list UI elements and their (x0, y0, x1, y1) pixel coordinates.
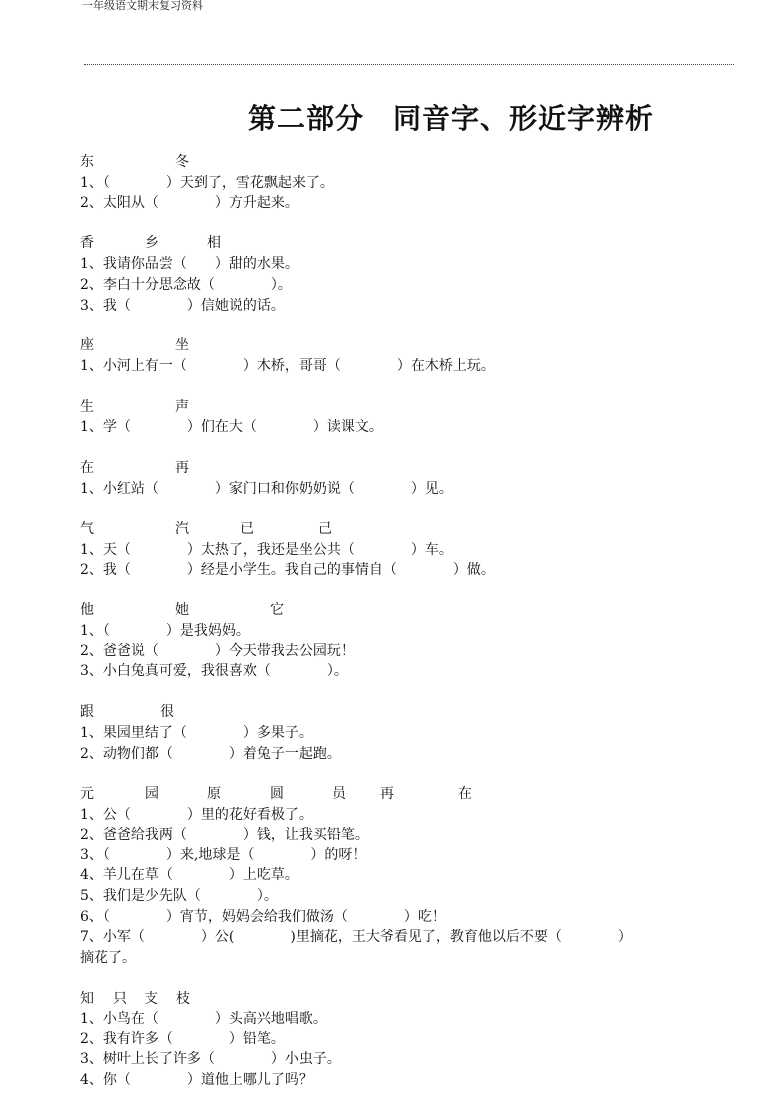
header-divider (84, 64, 734, 65)
text-line: 己 (318, 521, 332, 537)
page-title: 第二部分 同音字、形近字辨析 (248, 102, 655, 135)
text-line: 圆 (270, 786, 284, 802)
text-line: 4、你（ ）道他上哪儿了吗？ (80, 1072, 313, 1088)
text-line: 东 (80, 154, 94, 170)
text-line: 1、天（ ）太热了，我还是坐公共（ ）车。 (80, 542, 453, 558)
text-line: 香 (80, 235, 94, 251)
text-line: 支 (144, 991, 158, 1007)
text-line: 2、爸爸给我两（ ）钱，让我买铅笔。 (80, 827, 369, 843)
text-line: 1、（ ）是我妈妈。 (80, 623, 250, 639)
text-line: 知 (80, 991, 94, 1007)
text-line: 原 (207, 786, 221, 802)
text-line: 生 (80, 399, 94, 415)
text-line: 汽 (175, 521, 189, 537)
text-line: 3、我（ ）信她说的话。 (80, 298, 285, 314)
text-line: 2、我有许多（ ）铅笔。 (80, 1031, 285, 1047)
text-line: 园 (145, 786, 159, 802)
text-line: 他 (80, 602, 94, 618)
text-line: 它 (270, 602, 284, 618)
text-line: 再 (175, 460, 189, 476)
text-line: 元 (80, 786, 94, 802)
text-line: 在 (458, 786, 472, 802)
text-line: 已 (240, 521, 254, 537)
text-line: 1、小河上有一（ ）木桥，哥哥（ ）在木桥上玩。 (80, 358, 495, 374)
text-line: 枝 (176, 991, 190, 1007)
text-line: 乡 (145, 235, 159, 251)
text-line: 7、小军（ ）公( )里摘花，王大爷看见了，教育他以后不要（ ） (80, 929, 632, 945)
text-line: 跟 (80, 704, 94, 720)
header-note: 一年级语文期末复习资料 (82, 0, 203, 12)
text-line: 摘花了。 (80, 950, 136, 966)
text-line: 3、小白兔真可爱，我很喜欢（ ）。 (80, 663, 348, 679)
text-line: 气 (80, 521, 94, 537)
text-line: 2、我（ ）经是小学生。我自己的事情自（ ）做。 (80, 562, 495, 578)
text-line: 很 (160, 704, 174, 720)
text-line: 3、（ ）来,地球是（ ）的呀！ (80, 847, 367, 863)
text-line: 1、果园里结了（ ）多果子。 (80, 725, 313, 741)
text-line: 冬 (175, 154, 189, 170)
text-line: 1、学（ ）们在大（ ）读课文。 (80, 419, 383, 435)
text-line: 只 (113, 991, 127, 1007)
text-line: 1、公（ ）里的花好看极了。 (80, 807, 313, 823)
text-line: 在 (80, 460, 94, 476)
text-line: 5、我们是少先队（ ）。 (80, 888, 278, 904)
text-line: 1、小鸟在（ ）头高兴地唱歌。 (80, 1011, 327, 1027)
text-line: 员 (332, 786, 346, 802)
text-line: 座 (80, 337, 94, 353)
text-line: 坐 (175, 337, 189, 353)
text-line: 2、李白十分思念故（ ）。 (80, 277, 292, 293)
text-line: 6、（ ）宵节，妈妈会给我们做汤（ ）吃！ (80, 909, 446, 925)
text-line: 1、我请你品尝（ ）甜的水果。 (80, 256, 299, 272)
text-line: 1、小红站（ ）家门口和你奶奶说（ ）见。 (80, 481, 453, 497)
text-line: 2、太阳从（ ）方升起来。 (80, 195, 299, 211)
text-line: 1、（ ）天到了，雪花飘起来了。 (80, 175, 334, 191)
text-line: 2、爸爸说（ ）今天带我去公园玩！ (80, 643, 355, 659)
text-line: 4、羊儿在草（ ）上吃草。 (80, 867, 299, 883)
text-line: 2、动物们都（ ）着兔子一起跑。 (80, 746, 341, 762)
text-line: 声 (175, 399, 189, 415)
text-line: 相 (207, 235, 221, 251)
text-line: 再 (380, 786, 394, 802)
text-line: 她 (175, 602, 189, 618)
text-line: 3、树叶上长了许多（ ）小虫子。 (80, 1051, 341, 1067)
